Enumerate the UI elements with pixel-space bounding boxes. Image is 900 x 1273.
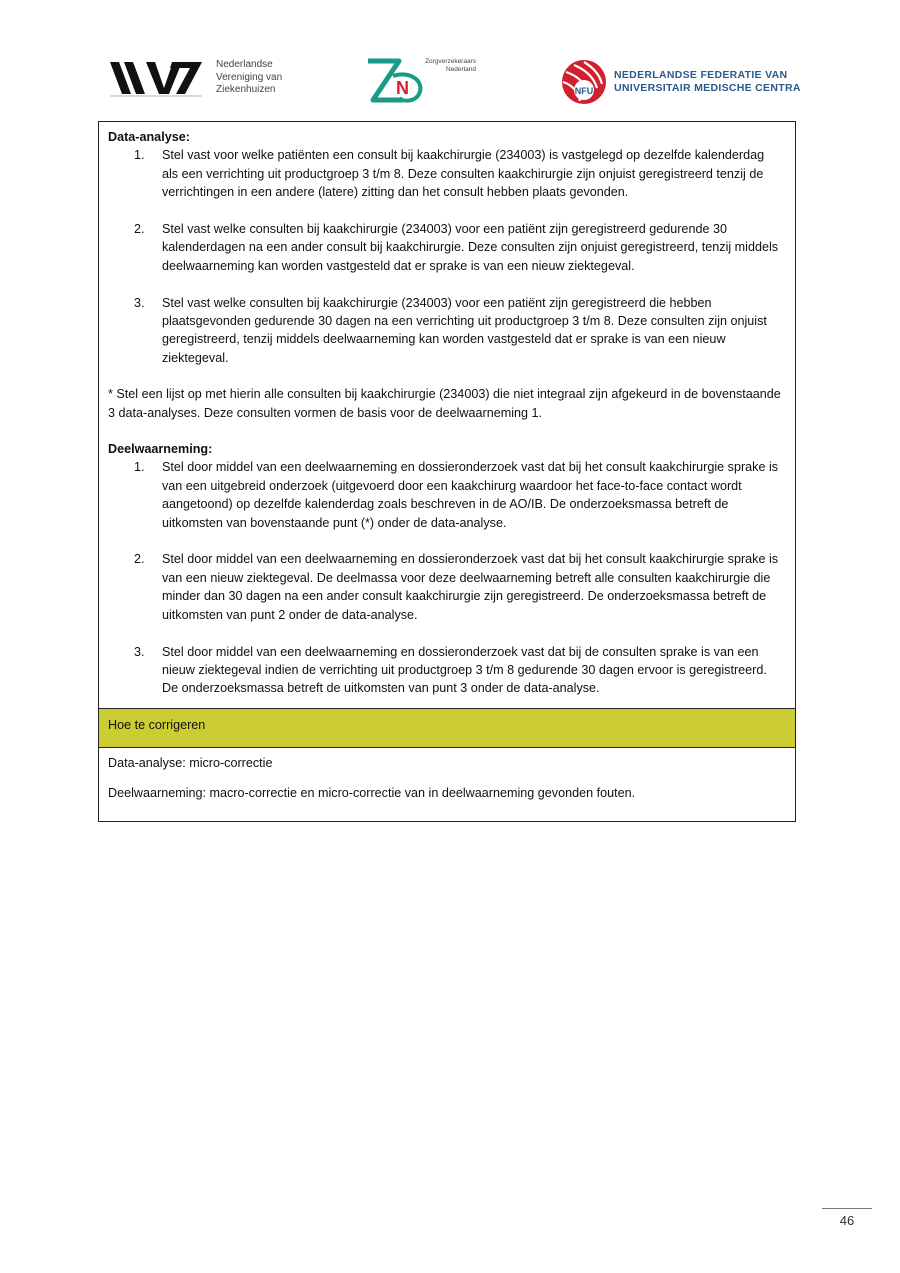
list-item-text: Stel door middel van een deelwaarneming en dossieronderzoek vast dat bij het consult kaakchirurgie sprake is van een nieuw ziektegeval. De deelmassa voor deze deelwaarneming betreft alle consulten kaakchirurgie die minder dan 30 dagen na een ander consult kaakchirurgie zijn geregistreerd. De onderzoeksmassa betreft de uitkomsten van punt 2 onder de data-analyse.	[162, 552, 779, 622]
correction-line: Data-analyse: micro-correctie	[108, 755, 273, 770]
list-item-text: Stel vast voor welke patiënten een consult bij kaakchirurgie (234003) is vastgelegd op dezelfde kalenderdag als een verrichting uit productgroep 3 t/m 8. Deze consulten kaakchirurgie zijn onjuist geregistreerd tenzij de verrichtingen in een andere (latere) zitting dan het consult hebben plaats gevonden.	[162, 148, 765, 200]
list-item	[108, 220, 786, 275]
list-item-text: Stel vast welke consulten bij kaakchirurgie (234003) voor een patiënt zijn geregistreerd die hebben plaatsgevonden gedurende 30 dagen na een verrichting uit productgroep 3 t/m 8. Deze consulten zijn onjuist geregistreerd, tenzij middels deelwaarneming kan worden vastgesteld dat er sprake is van een nieuw ziektegeval.	[162, 295, 767, 365]
nfu-logo-mark-icon	[560, 58, 608, 106]
list-item-number: 2.	[134, 222, 145, 237]
nfu-text-line: UNIVERSITAIR MEDISCHE CENTRA	[614, 82, 801, 94]
header-logos	[0, 56, 900, 106]
nfu-logo-letters: NFU	[574, 86, 594, 96]
list-item	[108, 294, 786, 368]
nvz-logo-mark-icon	[110, 58, 206, 98]
nfu-logo	[560, 58, 801, 106]
list-item-text: Stel door middel van een deelwaarneming en dossieronderzoek vast dat bij de consulten sprake is van een nieuw ziektegeval indien de verrichting uit productgroep 3 t/m 8 gedurende 30 dagen ervoor is geregistreerd. De onderzoeksmassa betreft de uitkomsten van punt 3 onder de data-analyse.	[162, 644, 767, 696]
list-item	[108, 458, 786, 532]
data-analyse-note: * Stel een lijst op met hierin alle consulten bij kaakchirurgie (234003) die niet integraal zijn afgekeurd in de bovenstaande 3 data-analyses. Deze consulten vormen de basis voor de deelwaarneming 1.	[108, 387, 781, 420]
list-item-number: 1.	[134, 148, 145, 163]
nvz-logo	[110, 58, 282, 98]
nvz-text-line: Ziekenhuizen	[216, 84, 276, 96]
zn-logo-letter: N	[396, 78, 409, 98]
list-item-text: Stel vast welke consulten bij kaakchirurgie (234003) voor een patiënt zijn geregistreerd gedurende 30 kalenderdagen na een ander consult bij kaakchirurgie. Deze consulten zijn onjuist geregistreerd, tenzij middels deelwaarneming kan worden vastgesteld dat er sprake is van een nieuw ziektegeval.	[162, 222, 779, 273]
list-item-number: 2.	[134, 552, 145, 567]
content-table	[98, 121, 796, 822]
list-item-number: 1.	[134, 460, 145, 475]
zn-text-line: Nederland	[446, 66, 476, 73]
nvz-text-line: Nederlandse	[216, 59, 273, 71]
nvz-text-line: Vereniging van	[216, 71, 283, 83]
correction-line: Deelwaarneming: macro-correctie en micro-correctie van in deelwaarneming gevonden fouten.	[108, 786, 636, 801]
zn-logo-mark-icon	[365, 56, 427, 104]
list-item-text: Stel door middel van een deelwaarneming en dossieronderzoek vast dat bij het consult kaakchirurgie sprake is van een uitgebreid onderzoek (uitgevoerd door een kaakchirurg waardoor het face-to-face contact wordt aangetoond) op dezelfde kalenderdag zoals beschreven in de AO/IB. De onderzoeksmassa betreft de uitkomsten van bovenstaande punt (*) onder de data-analyse.	[162, 460, 779, 530]
deelwaarneming-heading: Deelwaarneming:	[108, 442, 213, 457]
data-analyse-heading: Data-analyse:	[108, 130, 190, 144]
list-item-number: 3.	[134, 295, 145, 310]
deelwaarneming-list	[108, 458, 786, 697]
list-item-number: 3.	[134, 644, 145, 659]
analysis-section	[99, 122, 795, 708]
correction-heading: Hoe te corrigeren	[108, 717, 206, 732]
correction-heading-band	[99, 708, 795, 748]
list-item	[108, 550, 786, 624]
correction-section	[99, 748, 795, 821]
list-item	[108, 146, 786, 201]
data-analyse-list	[108, 146, 786, 367]
zn-logo	[365, 56, 476, 104]
page-number: 46	[839, 1213, 855, 1228]
footer-divider	[822, 1208, 872, 1209]
zn-text-line: Zorgverzekeraars	[425, 58, 476, 65]
list-item	[108, 643, 786, 698]
nfu-text-line: NEDERLANDSE FEDERATIE VAN	[614, 69, 788, 81]
